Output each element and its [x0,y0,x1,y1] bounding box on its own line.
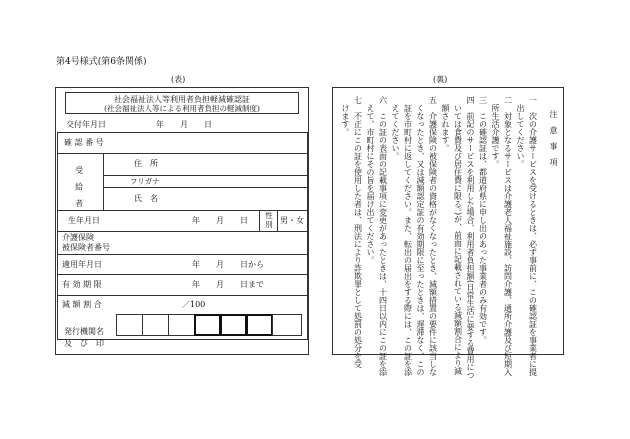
issue-date-value: 年 月 日 [156,120,212,129]
recipient-label: 受 給 者 [74,166,84,211]
seal-box [116,314,143,336]
note-line: 一 次の介護サービスを受けるときは、必ず事前に、この確認証を事業者に提 [528,96,538,376]
note-line: 七 不正にこの証を使用した者は、刑法により詐欺罪として処罰の処分を受 [353,96,363,368]
sex-value: 男・女 [280,216,304,225]
note-line: えてください。 [391,104,400,160]
certificate-title-box [65,92,299,114]
issuer-seal-boxes [116,314,303,336]
name-label: 氏 名 [134,194,158,203]
cert-number-label: 確 認 番 号 [64,138,104,147]
note-line: 出してください。 [516,104,525,168]
sex-label: 性別 [265,211,273,229]
birth-date-value: 年 月 日 [192,216,248,225]
seal-box [194,314,221,336]
notes-block [339,96,560,380]
certificate-title: 社会福祉法人等利用者負担軽減確認証 [114,95,250,104]
start-date-label: 適用年月日 [62,260,102,269]
note-line: 二 対象となるサービスは介護老人福祉施設、訪問介護、通所介護及び短期入 [503,96,513,376]
insured-number-label-line2: 被保険者番号 [62,243,110,252]
certificate-grid [57,132,308,340]
certificate-subtitle: (社会福祉法人等による利用者負担の軽減制度) [104,104,260,113]
notes-heading: 注 意 事 項 [549,110,558,166]
note-line: 四 前記のサービスを利用した場合、利用者負担額(日常生活に要する費用につ [466,96,475,380]
expiry-date-label: 有 効 期 限 [62,280,102,289]
seal-box [142,314,169,336]
issue-date-label: 交付年月日 [66,120,106,129]
seal-box [220,314,247,336]
front-side-label: (表) [171,75,186,84]
certificate-back [332,87,564,380]
form-number: 第4号様式(第6条関係) [56,57,147,67]
note-line: 証を市町村に返してください。また、転出の届出をする際には、この証を添 [403,104,413,376]
start-date-value: 年 月 日から [192,260,264,269]
note-line: 所生活介護です。 [491,104,500,168]
insured-number-label-line1: 介護保険 [62,233,94,242]
note-line: 六 この証の表面の記載事項に変更があったときは、十四日以内にこの証を添 [378,96,388,376]
expiry-date-value: 年 月 日まで [192,280,264,289]
birth-date-label: 生年月日 [68,216,100,225]
note-line: 三 この確認証は、都道府県に申し出のあった事業者のみ有効です。 [478,96,488,344]
note-line: くなったとき、又は減額認定証の有効期限に至ったときは、遅滞なく、この [416,104,425,376]
seal-box [168,314,195,336]
back-side-label: (裏) [433,75,448,84]
note-line: けます。 [341,104,350,136]
seal-box [246,314,273,336]
note-line: 五 介護保険の被保険者の資格がなくなったとき、減額措置の要件に該当しな [428,96,438,376]
note-line: 額されます。 [441,104,450,152]
certificate-front [55,87,309,355]
reduction-ratio-label: 減 額 割 合 [62,300,102,309]
issuer-label-line1: 発行機関名 [64,327,104,336]
note-line: いては食費及び居住費に限る。)が、前面に記載されている減額割合により減 [453,104,463,376]
issuer-label-line2: 及 び 印 [64,339,104,348]
seal-box [272,314,302,336]
note-line: えて、市町村にその旨を届け出てください。 [366,104,375,264]
furigana-label: フリガナ [130,177,160,186]
reduction-ratio-value: ／100 [182,300,206,309]
address-label: 住 所 [134,159,158,168]
